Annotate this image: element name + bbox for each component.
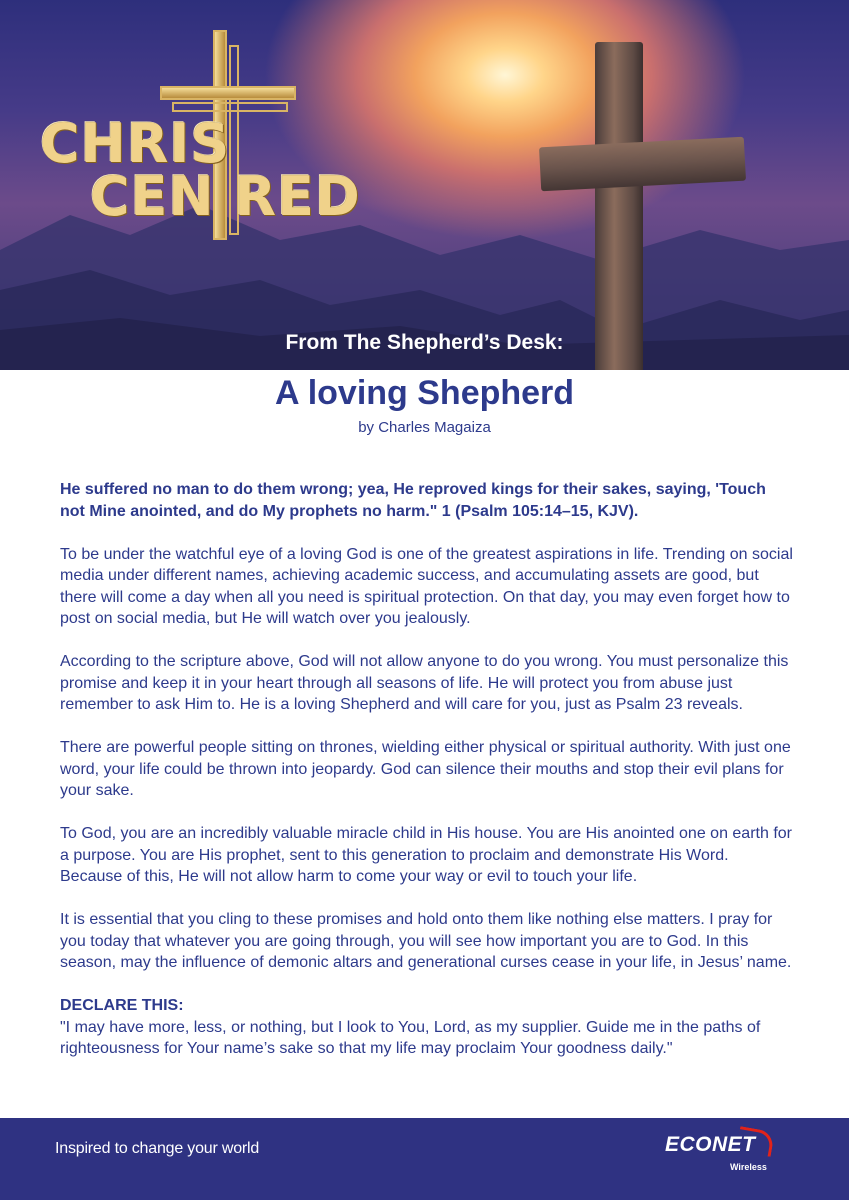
logo-text-line2: CEN RED (90, 165, 361, 228)
paragraph: According to the scripture above, God will not allow anyone to do you wrong. You must personalize this promise and keep it in your heart through all seasons of life. He will protect you from abuse just remember to ask Him to. He is a loving Shepherd and will care for you, just as Psalm 23 reveals. (60, 653, 789, 713)
econet-brand: ECONET (665, 1133, 756, 1156)
section-label: From The Shepherd’s Desk: (285, 331, 564, 354)
article-title: A loving Shepherd (274, 374, 575, 412)
logo-text-line1: CHRIS (40, 112, 231, 175)
paragraph: To God, you are an incredibly valuable miracle child in His house. You are His anointed one on earth for a purpose. You are His prophet, sent to this generation to proclaim and demonstrate His Word. Because of this, He will not allow harm to come your way or evil to touch your life. (60, 825, 792, 885)
article-body (60, 479, 795, 1081)
article-byline: by Charles Magaiza (358, 419, 491, 436)
header-banner (0, 0, 849, 370)
paragraph: To be under the watchful eye of a loving God is one of the greatest aspirations in life. Trending on social media under different names, achieving academic success, and accumulating assets are good, but there will come a day when all you need is spiritual protection. On that day, you may even forget how to post on social media, but He will watch over you jealously. (60, 545, 793, 627)
footer-tagline: Inspired to change your world (55, 1140, 260, 1157)
wooden-cross-icon (595, 42, 643, 370)
scripture-verse: He suffered no man to do them wrong; yea, He reproved kings for their sakes, saying, 'Touch not Mine anointed, and do My prophets no harm." 1 (Psalm 105:14–15, KJV). (60, 481, 766, 520)
econet-sub: Wireless (730, 1162, 767, 1172)
paragraph: It is essential that you cling to these promises and hold onto them like nothing else matters. I pray for you today that whatever you are going through, you will see how important you are to God. In this season, may the influence of demonic altars and generational curses cease in your life, in Jesus’ name. (60, 911, 792, 971)
declare-heading: DECLARE THIS: (60, 997, 184, 1014)
paragraph: There are powerful people sitting on thrones, wielding either physical or spiritual authority. With just one word, your life could be thrown into jeopardy. God can silence their mouths and stop their evil plans for your sake. (60, 739, 791, 799)
footer-bar (0, 1118, 849, 1200)
declare-text: "I may have more, less, or nothing, but I look to You, Lord, as my supplier. Guide me in the paths of righteousness for Your name’s sake so that my life may proclaim Your goodness daily." (60, 1018, 761, 1057)
